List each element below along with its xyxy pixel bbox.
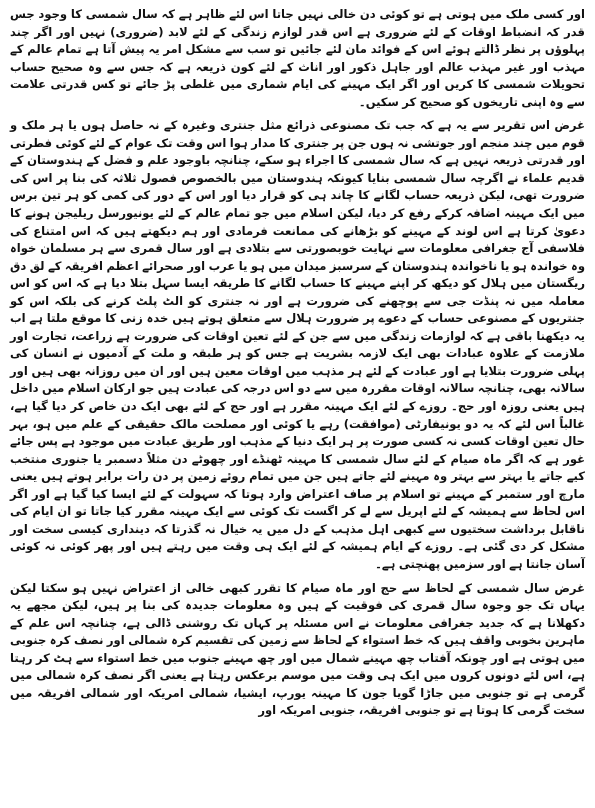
paragraph-3: غرض سال شمسی کے لحاظ سے حج اور ماہ صیام کا تقرر کبھی خالی از اعتراض نہیں ہو سکتا لیکن یہاں تک جو وجوہ سال قمری کی فوقیت کے ہیں وہ معلومات جدیدہ کی بنا پر ہیں، لیکن مجھے یہ دکھلانا ہے کہ جدید جغرافی معلومات نے اس مسئلہ پر کہاں تک روشنی ڈالی ہے، چنانچہ اس علم کے ماہرین بخوبی واقف ہیں کہ خط استواء کے لحاظ سے زمین کی تقسیم کرہ شمالی اور نصف کرہ جنوبی میں ہوتی ہے اور چونکہ آفتاب چھ مہینے شمال میں اور چھ مہینے جنوب میں خط استواء سے ہٹ کر رہتا ہے، اس لئے دونوں کروں میں ایک ہی وقت میں موسم برعکس رہتا ہے یعنی اگر نصف کرہ شمالی میں گرمی ہے تو جنوبی میں جاڑا گویا جون کا مہینہ یورپ، ایشیا، شمالی امریکہ اور شمالی افریقہ میں سخت گرمی کا ہوتا ہے تو جنوبی افریقہ، جنوبی امریکہ اور xyxy=(10,580,585,718)
paragraph-1: اور کسی ملک میں ہوتی ہے تو کوئی دن خالی نہیں جاتا اس لئے ظاہر ہے کہ سال شمسی کا وجود جس قدر کہ انضباط اوقات کے لئے ضروری ہے اس قدر لوازم زندگی کے لئے لابد (ضروری) نہیں اور اگر چند پہلوؤں پر نظر ڈالتے ہوئے اس کے فوائد مان لئے جائیں تو سب سے مشکل امر یہ پیش آتا ہے تمام عالم کے مہذب اور غیر مہذب عالم اور جاہل ذکور اور اناث کے لئے کون ذریعہ ہے کہ جس سے وہ صحیح حساب تحویلات شمسی کا کریں اور اگر ایک مہینے کی ایام شماری میں غلطی پڑ جائے تو کس قدرتی علامت سے وہ اپنی تاریخوں کو صحیح کر سکیں۔ xyxy=(10,7,585,109)
paragraph-2: غرض اس تقریر سے یہ ہے کہ جب تک مصنوعی ذرائع مثل جنتری وغیرہ کے نہ حاصل ہوں یا ہر ملک و قوم میں چند منجم اور جوتشی نہ ہوں جن پر جنتری کا مدار ہوا اس وقت تک عوام کے لئے کوئی فطرتی اور قدرتی ذریعہ نہیں ہے کہ سال شمسی کا اجراء ہو سکے، چنانچہ باوجود علم و فضل کے ہندوستان کے قدیم علماء نے اگرچہ سال شمسی بنایا کیونکہ ہندوستان میں بالخصوص فصول ثلاثہ کی بنا پر اس کی ضرورت تھی، لیکن ذریعہ حساب لگانے کا چاند ہی کو قرار دیا اور اس کے دور کی کمی کو ہر تین برس میں ایک مہینہ اضافہ کرکے رفع کر دیا، لیکن اسلام میں جو تمام عالم کے لئے یونیورسل ریلیجن ہونے کا دعویٰ کرتا ہے اس لوند کے مہینے کو بڑھانے کی ممانعت فرمادی اور ہم دیکھتے ہیں کہ اس امتناع کی فلاسفی آج جغرافی معلومات سے نہایت خوبصورتی سے بتلادی ہے اور سال قمری سے ہر مسلمان خواہ وہ خواندہ ہو یا ناخواندہ ہندوستان کے سرسبز میدان میں ہو یا عرب اور صحرائے اعظم افریقہ کے لق دق ریگستان میں ہلال کو دیکھ کر اپنے مہینے کا حساب لگانے کا طریقہ ایسا سہل بتلا دیا ہے کہ اس کو اس معاملہ میں نہ پنڈت جی سے پوچھنے کی ضرورت ہے اور نہ جنتری کو الٹ پلٹ کرنے کی بلکہ اس کو جنتریوں کے مصنوعی حساب کے دعوے پر ضرورت ہلال سے متعلق ہوتے ہیں خدہ زنی کا موقع ملتا ہے اب یہ دیکھنا باقی ہے کہ لوازمات زندگی میں سے جن کے لئے تعین اوقات کی ضرورت ہے زراعت، تجارت اور ملازمت کے علاوہ عبادات بھی ایک لازمہ بشریت ہے جس کو ہر طبقہ و ملت کے آدمیوں نے انسان کی پہلی ضرورت بتلایا ہے اور عبادت کے لئے ہر مذہب میں اوقات معین ہیں اور ان میں روزانہ بھی ہیں اور سالانہ بھی، چنانچہ سالانہ اوقات مقررہ میں سے دو اس درجہ کی عبادت ہیں جو ارکان اسلام میں داخل ہیں یعنی روزہ اور حج۔ روزے کے لئے ایک مہینہ مقرر ہے اور حج کے لئے بھی ایک دن خاص کر دیا گیا ہے، غالباً اس لئے کہ یہ دو یونیفارٹی (موافقت) رہے یا کوئی اور مصلحت مالک حقیقی کے علم میں ہو، بہر حال تعین اوقات کسی نہ کسی صورت پر ہر ایک دنیا کے مذہب اور طریق عبادت میں موجود ہے پس جائے غور ہے کہ اگر ماہ صیام کے لئے سال شمسی کا مہینہ ٹھنڈے اور چھوٹے دن مثلاً دسمبر یا جنوری منتخب کیے جاتے یا بہتر سے بہتر وہ مہینے لئے جاتے ہیں جن میں تمام روئے زمین پر دن رات برابر ہوتے ہیں یعنی مارچ اور ستمبر کے مہینے تو اسلام پر صاف اعتراض وارد ہوتا کہ سہولت کے لئے ایسا کیا گیا ہے اور اگر اس لحاظ سے ہمیشہ کے لئے اپریل سے لے کر اگست تک کوئی سے ایک مہینہ مقرر کیا جاتا تو ان ایام کی ناقابل برداشت سختیوں سے کبھی اہل مذہب کے دل میں یہ خیال نہ گذرتا کہ دینداری کیسی سخت اور مشکل کر دی گئی ہے۔ روزے کے ایام ہمیشہ کے لئے ایک ہی وقت میں رہتے ہیں اور پھر کوئی نہ کوئی آسان جانتا ہے اور سزمیں پھنچتی ہے۔ xyxy=(10,118,585,571)
